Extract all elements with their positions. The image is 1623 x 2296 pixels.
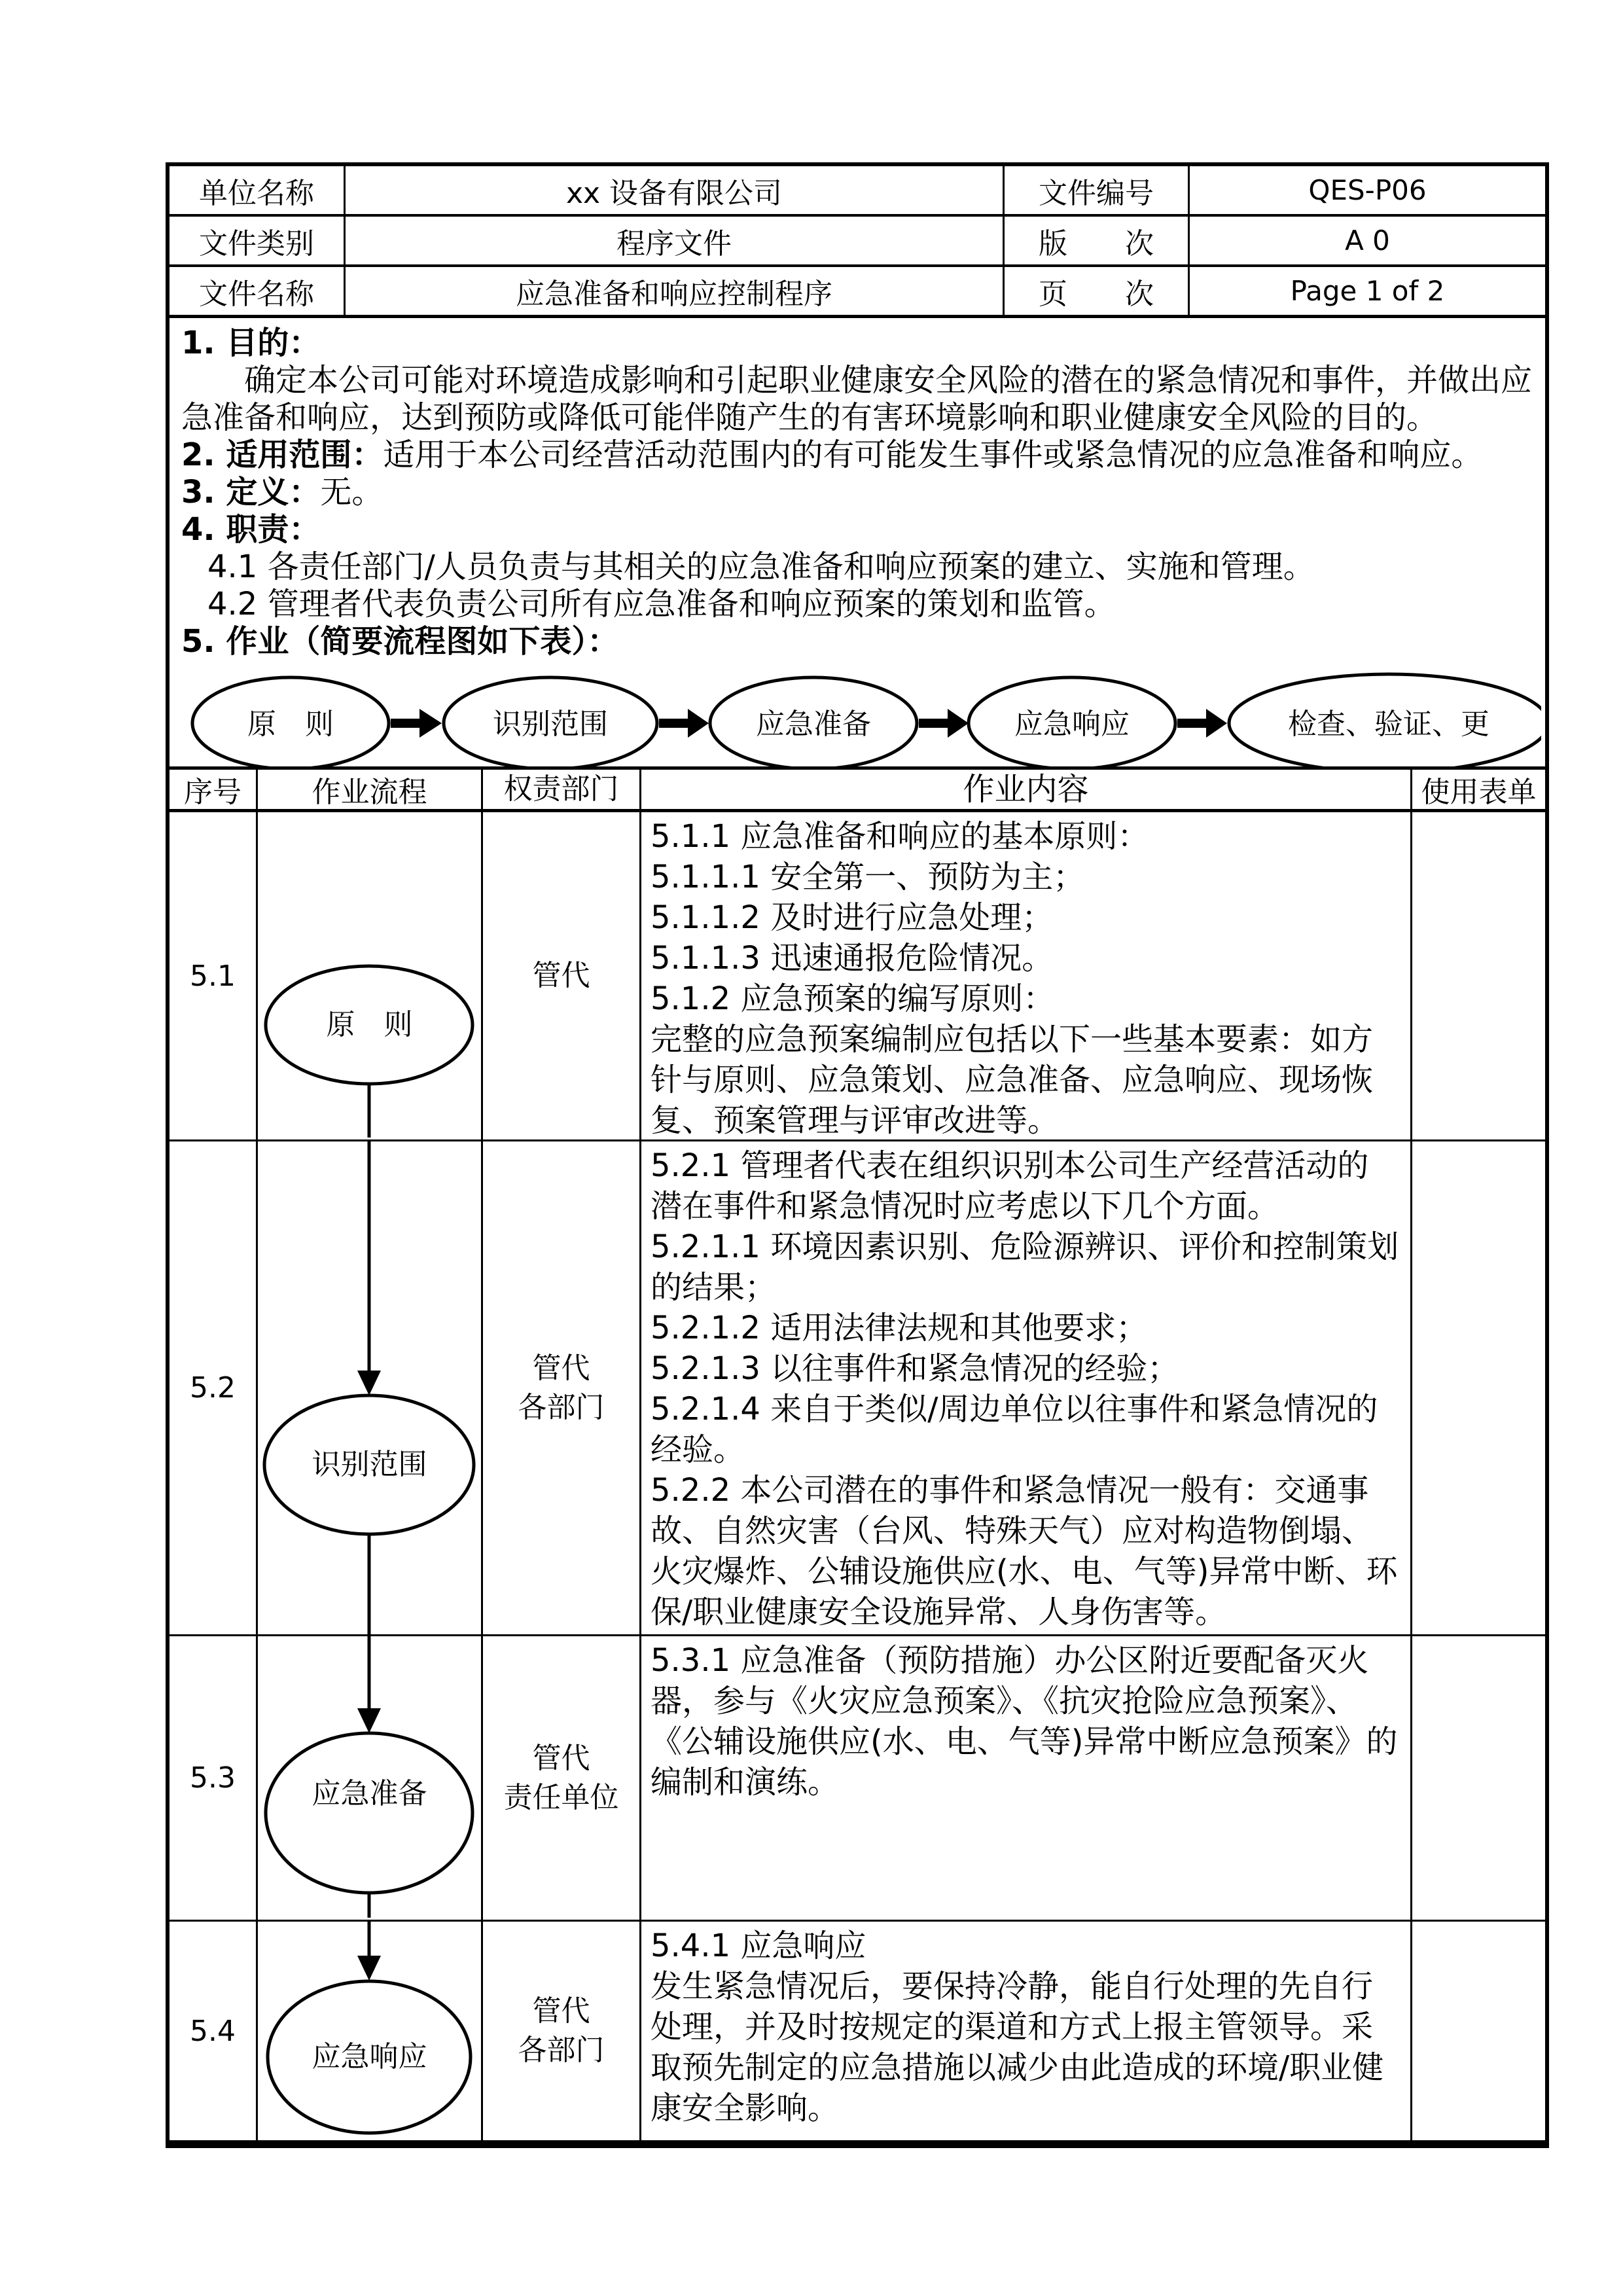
row-form [1412,1922,1545,2140]
col-header-no: 序号 [169,770,258,809]
dept-line: 管代 [532,1351,590,1385]
col-header-form: 使用表单 [1421,776,1537,809]
content-line: 发生紧急情况后，要保持冷静，能自行处理的先自行处理，并及时按规定的渠道和方式上报主管领导。采取预先制定的应急措施以减少由此造成的环境/职业健康安全影响。 [651,1968,1384,2126]
summary-flowchart [181,664,1541,770]
row-no: 5.4 [169,1922,258,2140]
row-no: 5.2 [169,1141,258,1634]
flow-shape-scope [258,1141,481,1634]
dept-line: 各部门 [518,1390,605,1424]
content-line: 5.4.1 应急响应 [651,1928,866,1964]
body-section [169,318,1545,770]
table-row-5-2 [169,1141,1545,1636]
flow-node-principle-label: 原 则 [247,708,334,741]
content-line: 5.2.2 本公司潜在的事件和紧急情况一般有：交通事故、自然灾害（台风、特殊天气）应对构造物倒塌、火灾爆炸、公辅设施供应(水、电、气等)异常中断、环保/职业健康安全设施异常、人身伤害等。 [651,1472,1398,1630]
doc-title-label: 文件名称 [169,267,346,315]
flow-arrow-2-head [688,709,709,738]
col-header-flow: 作业流程 [258,770,483,809]
doc-number-value: QES-P06 [1308,174,1427,206]
unit-name-value: xx 设备有限公司 [346,166,1005,214]
section-5-heading: 5. 作业（简要流程图如下表）： [181,623,619,660]
content-line: 完整的应急预案编制应包括以下一些基本要素：如方针与原则、应急策划、应急准备、应急响应、现场恢复、预案管理与评审改进等。 [651,1021,1374,1139]
revision-label: 版 次 [1005,217,1190,264]
content-line: 5.1.2 应急预案的编写原则： [651,980,1055,1017]
revision-value: A 0 [1345,224,1390,257]
header-table [169,166,1545,318]
content-line: 5.1.1.2 及时进行应急处理； [651,899,1054,936]
section-4-1: 4.1 各责任部门/人员负责与其相关的应急准备和响应预案的建立、实施和管理。 [207,548,1315,585]
col-header-content: 作业内容 [641,770,1412,809]
section-3-heading: 3. 定义： [181,474,321,511]
table-row-5-1 [169,812,1545,1141]
header-row-title [169,267,1545,318]
content-line: 5.2.1 管理者代表在组织识别本公司生产经营活动的潜在事件和紧急情况时应考虑以下几个方面。 [651,1147,1369,1225]
header-row-unit [169,166,1545,217]
flow-arrow-1 [391,719,419,728]
row-form [1412,1141,1545,1634]
doc-number-label: 文件编号 [1005,166,1190,214]
row-content [641,1141,1412,1634]
doc-title-value: 应急准备和响应控制程序 [346,267,1005,315]
doc-category-label: 文件类别 [169,217,346,264]
flow-node-preparation-label: 应急准备 [756,708,871,741]
section-4-2: 4.2 管理者代表负责公司所有应急准备和响应预案的策划和监管。 [207,586,1116,622]
flow-node-check-label: 检查、验证、更 [1288,708,1489,741]
content-line: 5.1.1.3 迅速通报危险情况。 [651,940,1054,977]
doc-category-value: 程序文件 [346,217,1005,264]
flow-arrow-4-head [1206,709,1227,738]
row-form [1412,1636,1545,1920]
flow-shape-principle [258,812,481,1138]
header-row-category [169,217,1545,267]
section-1-heading: 1. 目的： [181,325,321,361]
row-dept [483,812,641,1139]
row-content [641,1636,1412,1920]
content-line: 5.2.1.1 环境因素识别、危险源辨识、评价和控制策划的结果； [651,1229,1399,1306]
section-2-heading: 2. 适用范围： [181,437,383,473]
section-2-line [181,437,1535,474]
section-3-body: 无。 [320,474,383,511]
row-dept [483,1922,641,2140]
content-line: 5.2.1.3 以往事件和紧急情况的经验； [651,1350,1179,1387]
flow-shape-label: 识别范围 [312,1448,427,1481]
row-flow-diagram [258,1922,483,2140]
unit-name-label: 单位名称 [169,166,346,214]
content-line: 5.2.1.2 适用法律法规和其他要求； [651,1310,1148,1346]
row-no: 5.3 [169,1636,258,1920]
flow-arrow-3 [919,719,948,728]
process-table-header [169,770,1545,812]
table-row-5-4 [169,1922,1545,2140]
flow-shape-label: 原 则 [326,1008,413,1041]
section-1-body: 确定本公司可能对环境造成影响和引起职业健康安全风险的潜在的紧急情况和事件，并做出应急准备和响应，达到预防或降低可能伴随产生的有害环境影响和职业健康安全风险的目的。 [181,362,1533,436]
dept-line: 管代 [532,959,590,992]
flow-arrow-3-head [948,709,969,738]
flow-shape-label: 应急准备 [312,1777,427,1810]
flow-arrow-1-head [419,709,442,738]
page-label: 页 次 [1005,267,1190,315]
section-4-heading: 4. 职责： [181,511,321,548]
page-value: Page 1 of 2 [1290,275,1445,307]
dept-line: 管代 [532,1741,590,1775]
flow-arrow-4 [1177,719,1206,728]
row-dept [483,1141,641,1634]
flow-shape-label: 应急响应 [312,2040,427,2073]
dept-line: 管代 [532,1994,590,2028]
row-no: 5.1 [169,812,258,1139]
content-line: 5.3.1 应急准备（预防措施）办公区附近要配备灭火器，参与《火灾应急预案》、《抗灾抢险应急预案》、《公辅设施供应(水、电、气等)异常中断应急预案》的编制和演练。 [651,1642,1398,1801]
row-content [641,1922,1412,2140]
dept-line: 责任单位 [503,1780,619,1814]
row-dept [483,1636,641,1920]
row-flow-diagram [258,1141,483,1634]
flow-shape-response [258,1922,481,2140]
row-content [641,812,1412,1139]
procedure-document [166,162,1549,2148]
section-3-line [181,474,1535,511]
dept-line: 各部门 [518,2034,605,2067]
row-flow-diagram [258,1636,483,1920]
table-row-5-3 [169,1636,1545,1922]
content-line: 5.1.1.1 安全第一、预防为主； [651,859,1085,895]
flow-node-response-label: 应急响应 [1014,708,1130,741]
content-line: 5.1.1 应急准备和响应的基本原则： [651,818,1149,855]
row-form [1412,812,1545,1139]
flow-node-scope-label: 识别范围 [493,708,608,741]
flow-arrow-2 [659,719,688,728]
row-flow-diagram [258,812,483,1139]
col-header-dept: 权责部门 [483,770,641,809]
content-line: 5.2.1.4 来自于类似/周边单位以往事件和紧急情况的经验。 [651,1391,1378,1468]
section-2-body: 适用于本公司经营活动范围内的有可能发生事件或紧急情况的应急准备和响应。 [383,437,1483,473]
